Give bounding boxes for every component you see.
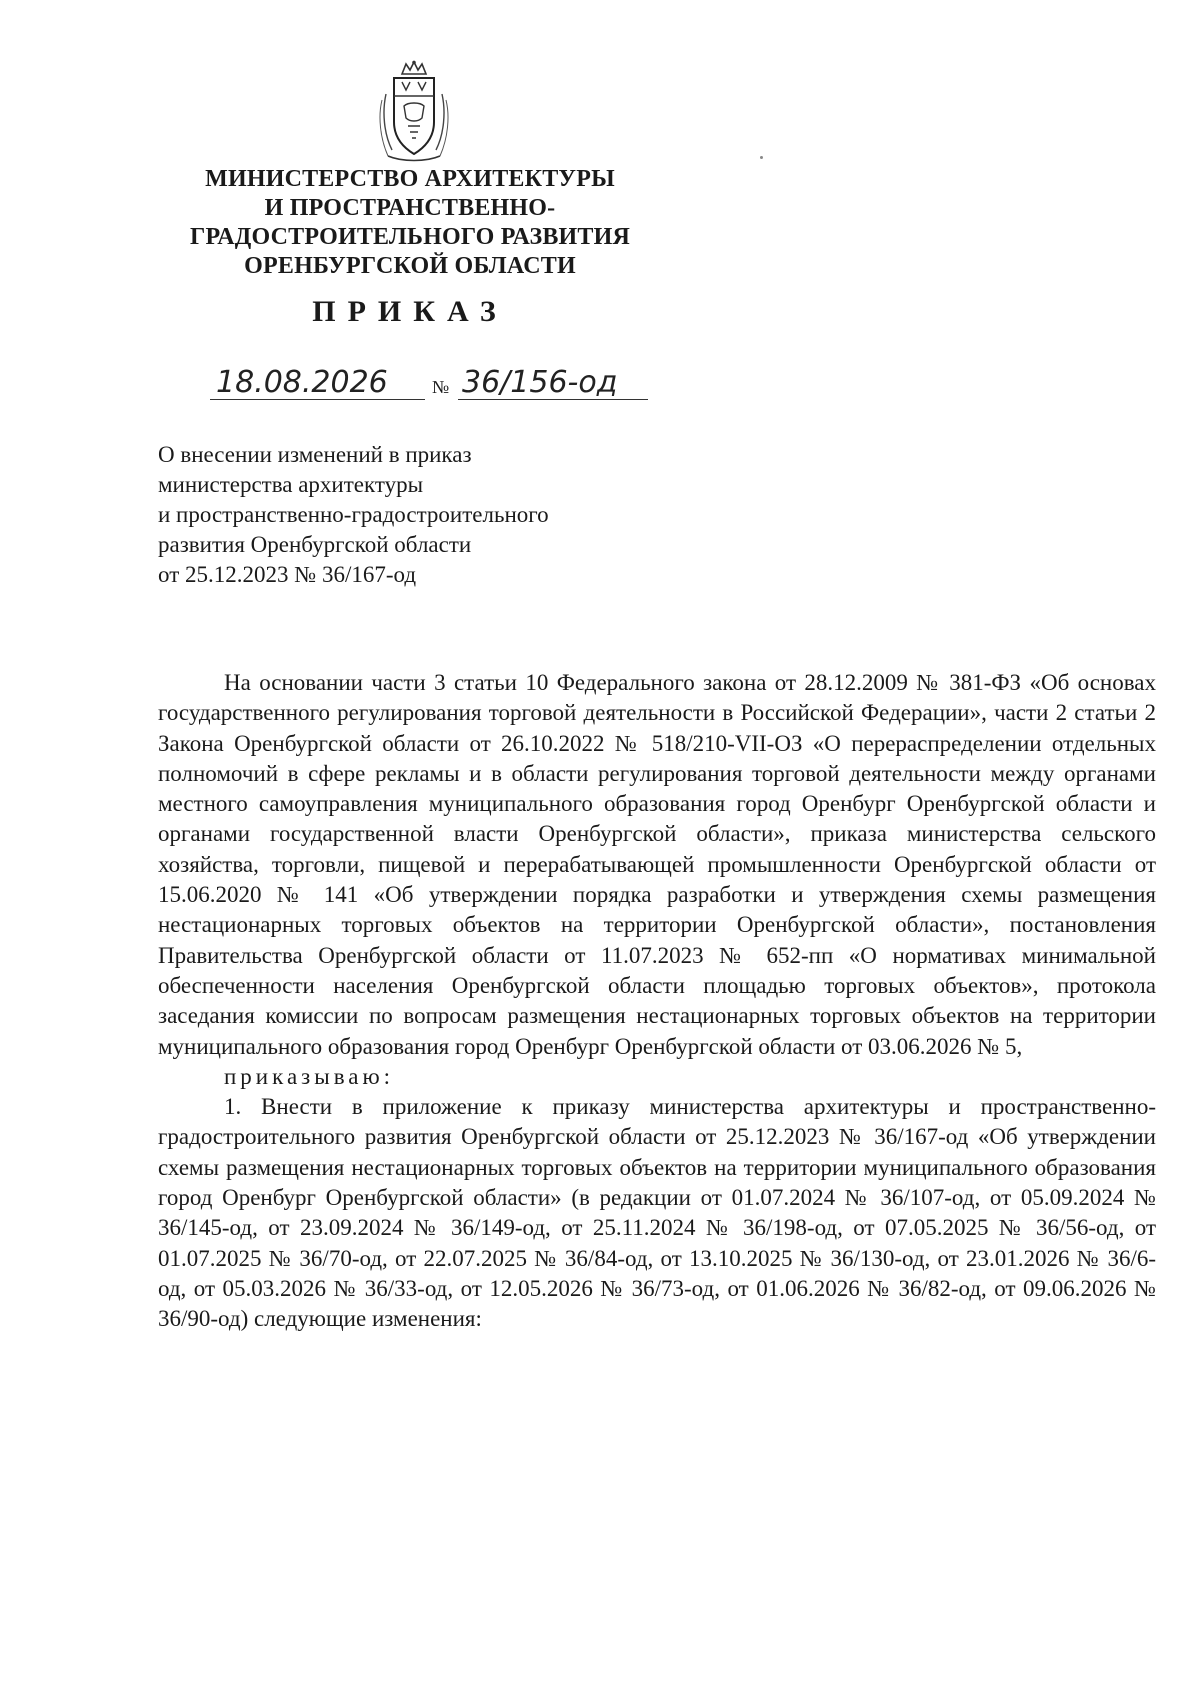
subject-line: и пространственно-градостроительного — [158, 502, 549, 527]
preamble-paragraph: На основании части 3 статьи 10 Федерального закона от 28.12.2009 № 381-ФЗ «Об основах государственного регулирования торговой деятельности в Российской Федерации», части 2 статьи 2 Закона Оренбургской области от 26.10.2022 № 518/210-VII-ОЗ «О перераспределении отдельных полномочий в сфере рекламы и в области регулирования торговой деятельности между органами местного самоуправления муниципального образования город Оренбург Оренбургской области и органами государственной власти Оренбургской области», приказа министерства сельского хозяйства, торговли, пищевой и перерабатывающей промышленности Оренбургской области от 15.06.2020 № 141 «Об утверждении порядка разработки и утверждения схемы размещения нестационарных торговых объектов на территории Оренбургской области», постановления Правительства Оренбургской области от 11.07.2023 № 652-пп «О нормативах минимальной обеспеченности населения Оренбургской области площадью торговых объектов», протокола заседания комиссии по вопросам размещения нестационарных торговых объектов на территории муниципального образования город Оренбург Оренбургской области от 03.06.2026 № 5, — [158, 670, 1156, 1059]
subject-line: министерства архитектуры — [158, 472, 424, 497]
item-1-paragraph: 1. Внести в приложение к приказу министерства архитектуры и пространственно-градостроительного развития Оренбургской области от 25.12.2023 № 36/167-од «Об утверждении схемы размещения нестационарных торговых объектов на территории муниципального образования город Оренбург Оренбургской области» (в редакции от 01.07.2024 № 36/107-од, от 05.09.2024 № 36/145-од, от 23.09.2024 № 36/149-од, от 25.11.2024 № 36/198-од, от 07.05.2025 № 36/56-од, от 01.07.2025 № 36/70-од, от 22.07.2025 № 36/84-од, от 13.10.2025 № 36/130-од, от 23.01.2026 № 36/6-од, от 05.03.2026 № 36/33-од, от 12.05.2026 № 36/73-од, от 01.06.2026 № 36/82-од, от 09.06.2026 № 36/90-од) следующие изменения: — [158, 1094, 1156, 1332]
ministry-line: ОРЕНБУРГСКОЙ ОБЛАСТИ — [244, 253, 576, 279]
document-body — [158, 668, 1156, 1335]
registration-line — [210, 362, 650, 406]
coat-of-arms-icon — [372, 60, 456, 164]
order-word: приказываю: — [224, 1063, 395, 1089]
document-subject — [158, 440, 678, 590]
ministry-name — [160, 165, 660, 281]
registration-number: 36/156-од — [462, 365, 618, 400]
ministry-line: МИНИСТЕРСТВО АРХИТЕКТУРЫ — [205, 166, 615, 192]
ministry-line: ГРАДОСТРОИТЕЛЬНОГО РАЗВИТИЯ — [189, 224, 631, 250]
registration-date: 18.08.2026 — [216, 365, 388, 400]
number-sign: № — [432, 377, 450, 397]
subject-line: от 25.12.2023 № 36/167-од — [158, 562, 417, 587]
subject-line: О внесении изменений в приказ — [158, 442, 472, 467]
ministry-line: И ПРОСТРАНСТВЕННО- — [264, 195, 556, 221]
document-type: ПРИКАЗ — [312, 295, 508, 328]
subject-line: развития Оренбургской области — [158, 532, 472, 557]
scan-speck — [760, 156, 763, 159]
